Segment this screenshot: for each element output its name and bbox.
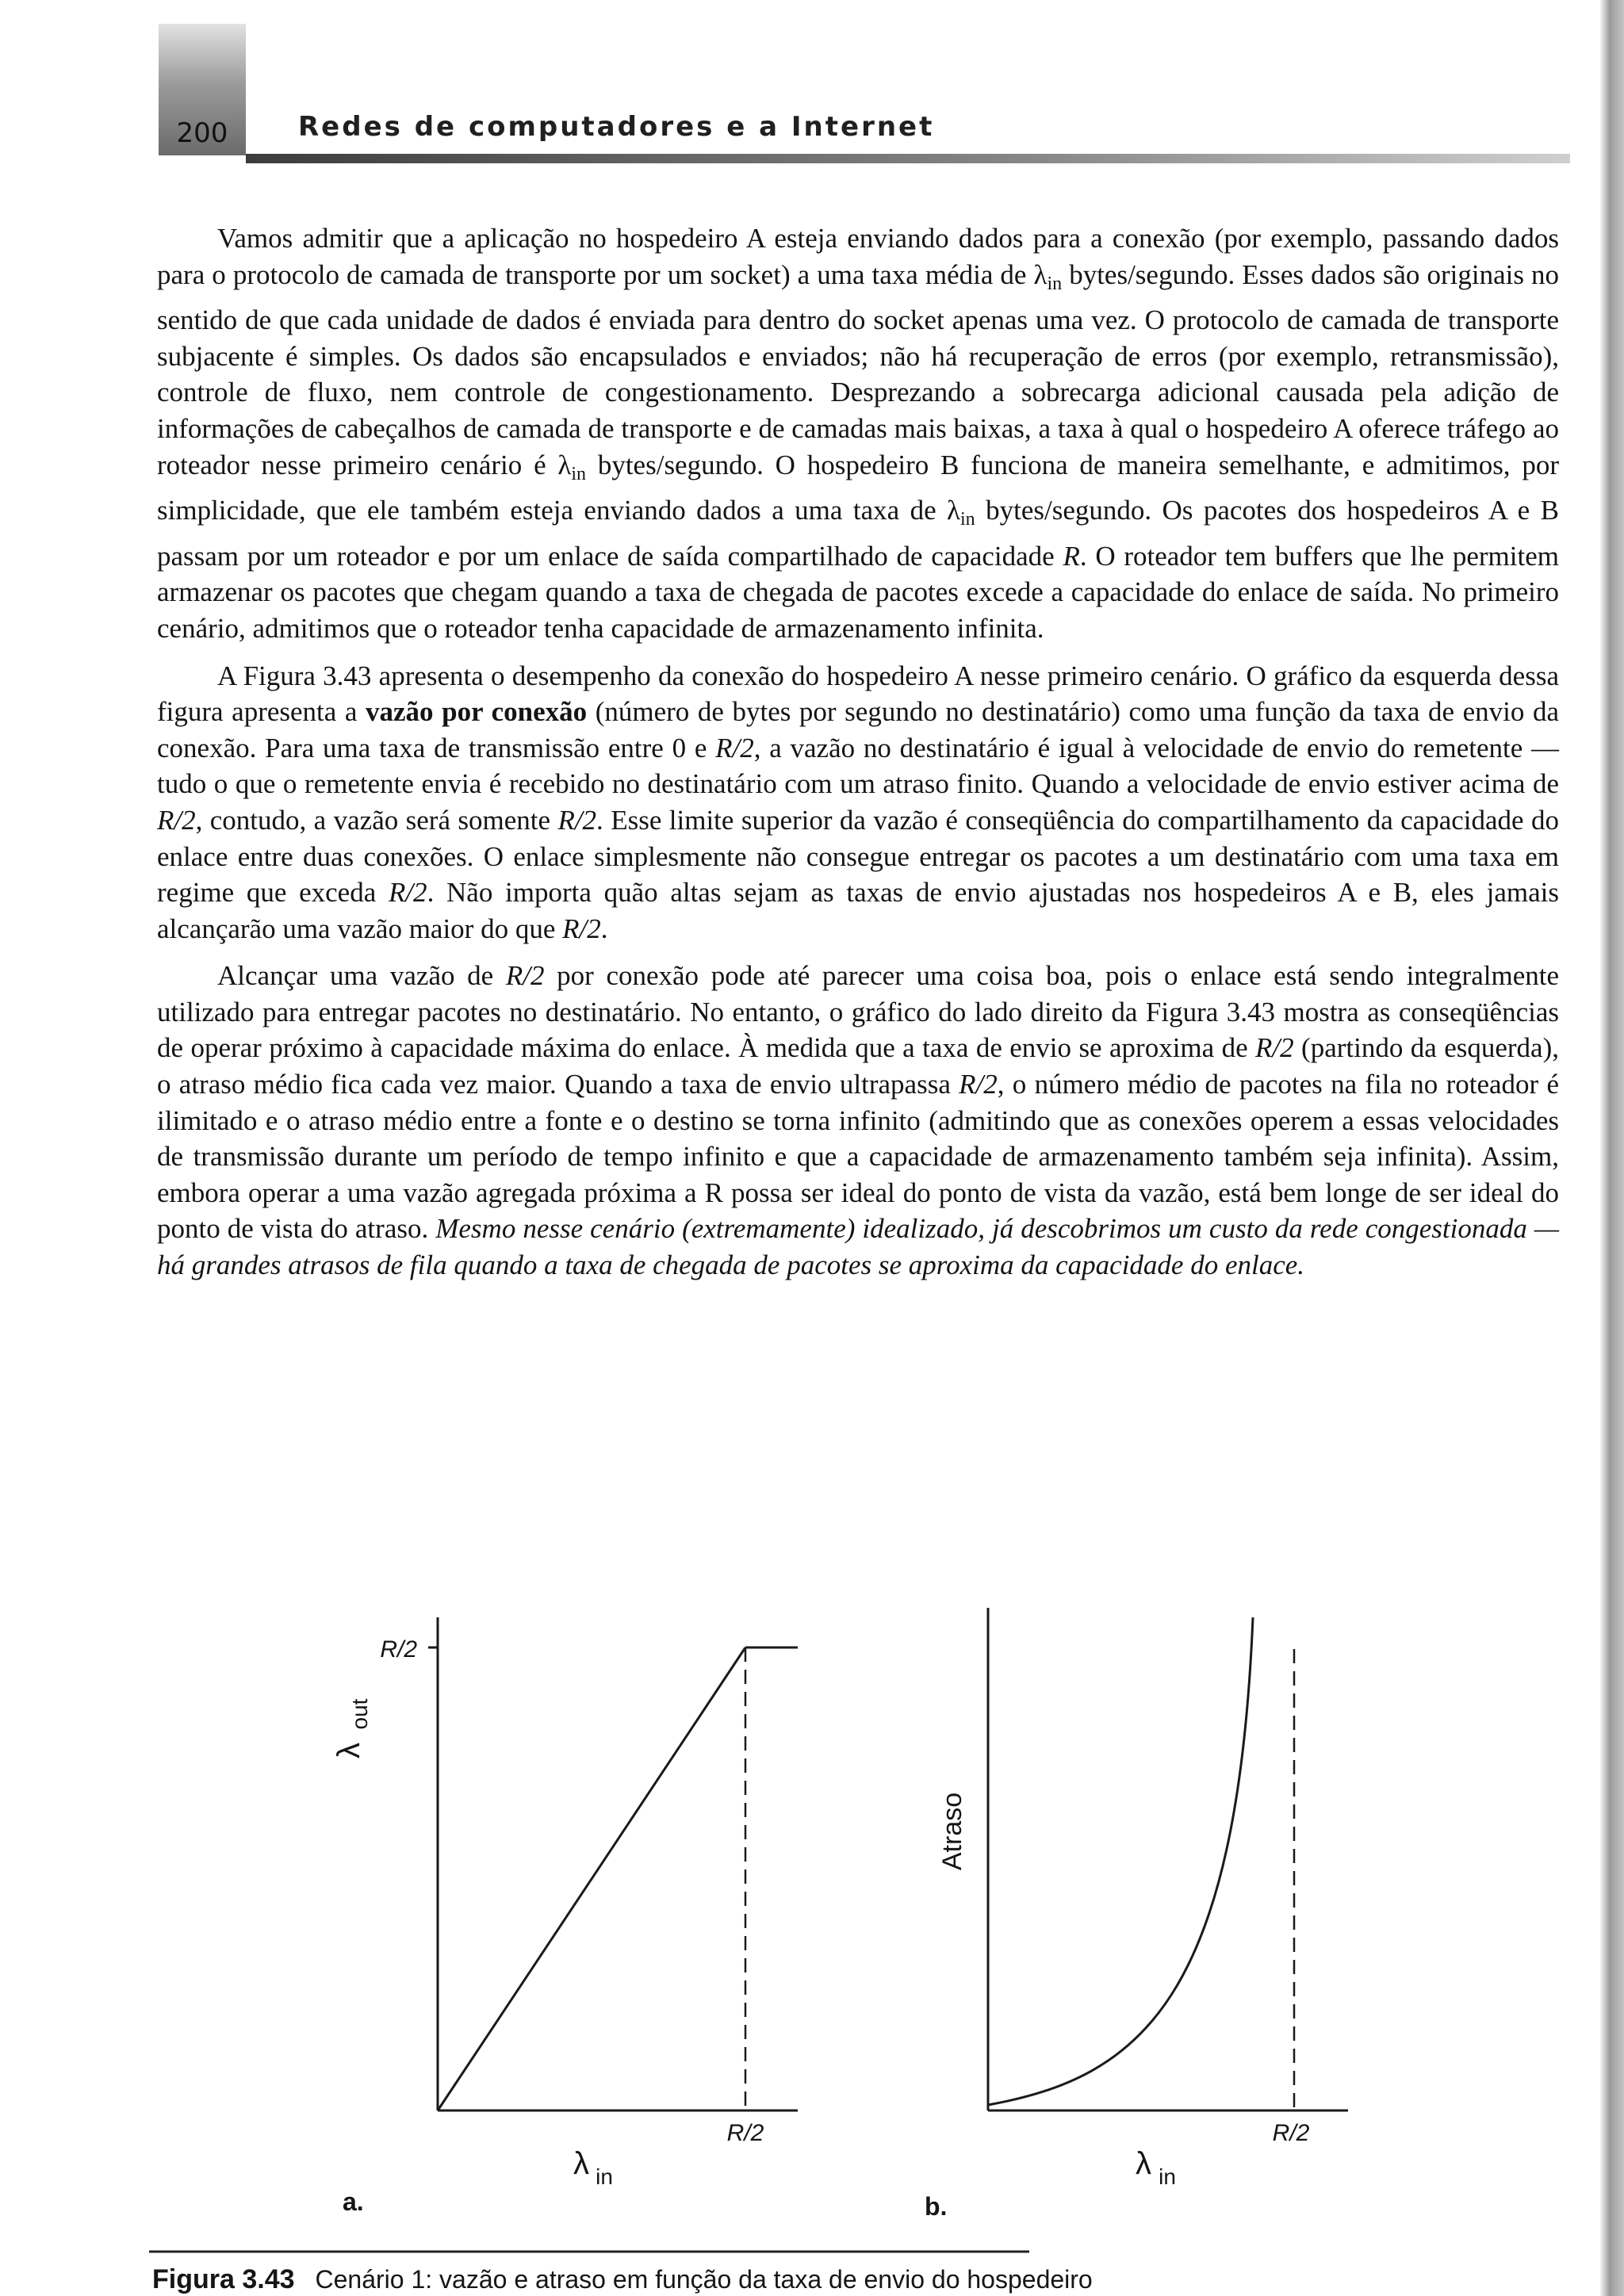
panel-b-x-axis-title-sub: in: [1159, 2164, 1176, 2189]
panel-a-y-tick-label: R/2: [380, 1636, 417, 1663]
panel-b-delay-curve: [988, 1617, 1253, 2105]
panel-a-label: a.: [343, 2187, 364, 2216]
panel-b-x-tick-label: R/2: [1272, 2120, 1310, 2146]
panel-a-x-tick-label: R/2: [726, 2120, 764, 2146]
panel-a-x-axis-title: λ: [573, 2146, 589, 2181]
figure-caption: [152, 2264, 1093, 2294]
running-head: Redes de computadores e a Internet: [298, 111, 935, 143]
panel-b-label: b.: [925, 2192, 948, 2221]
figure-caption-label: Figura 3.43: [152, 2264, 295, 2294]
page-number: 200: [176, 117, 228, 149]
figure-panel-b: [988, 1608, 1348, 2110]
figure-panel-a: [428, 1617, 798, 2110]
svg-text:out: out: [347, 1698, 372, 1730]
panel-a-x-axis-title-sub: in: [596, 2164, 613, 2189]
panel-a-y-axis-title: [331, 1698, 372, 1758]
panel-b-x-axis-title: λ: [1136, 2146, 1151, 2181]
paragraph-3: Alcançar uma vazão de R/2 por conexão pode até parecer uma coisa boa, pois o enlace está sendo integralmente utilizado para entregar pacotes no destinatário. No entanto, o gráfico do lado direito da Figura 3.43 mostra as conseqüências de operar próximo à capacidade máxima do enlace. À medida que a taxa de envio se aproxima de R/2 (partindo da esquerda), o atraso médio fica cada vez maior. Quando a taxa de envio ultrapassa R/2, o número médio de pacotes na fila no roteador é ilimitado e o atraso médio entre a fonte e o destino se torna infinito (admitindo que as conexões operem a essas velocidades de transmissão durante um período de tempo infinito e que a capacidade de armazenamento também seja infinita). Assim, embora operar a uma vazão agregada próxima a R possa ser ideal do ponto de vista da vazão, está bem longe de ser ideal do ponto de vista do atraso. Mesmo nesse cenário (extremamente) idealizado, já descobrimos um custo da rede congestionada — há grandes atrasos de fila quando a taxa de chegada de pacotes se aproxima da capacidade do enlace.: [157, 960, 1559, 1281]
panel-b-y-axis-title: Atraso: [937, 1792, 967, 1871]
panel-a-throughput-ramp: [438, 1647, 745, 2110]
paragraph-1: Vamos admitir que a aplicação no hospedeiro A esteja enviando dados para a conexão (por exemplo, passando dados para o protocolo de camada de transporte por um socket) a uma taxa média de $\lambda_{in}$ bytes/segundo. Esses dados são originais no sentido de que cada unidade de dados é enviada para dentro do socket apenas uma vez. O protocolo de camada de transporte subjacente é simples. Os dados são encapsulados e enviados; não há recuperação de erros (por exemplo, retransmissão), controle de fluxo, nem controle de congestionamento. Desprezando a sobrecarga adicional causada pela adição de informações de cabeçalhos de camada de transporte e de camadas mais baixas, a taxa à qual o hospedeiro A oferece tráfego ao roteador nesse primeiro cenário é $\lambda_{in}$ bytes/segundo. O hospedeiro B funciona de maneira semelhante, e admitimos, por simplicidade, que ele também esteja enviando dados a uma taxa de $\lambda_{in}$ bytes/segundo. Os pacotes dos hospedeiros A e B passam por um roteador e por um enlace de saída compartilhado de capacidade R. O roteador tem buffers que lhe permitem armazenar os pacotes que chegam quando a taxa de chegada de pacotes excede a capacidade do enlace de saída. No primeiro cenário, admitimos que o roteador tenha capacidade de armazenamento infinita.: [157, 223, 1560, 644]
figure-caption-text: Cenário 1: vazão e atraso em função da taxa de envio do hospedeiro: [315, 2265, 1093, 2294]
paragraph-2: A Figura 3.43 apresenta o desempenho da conexão do hospedeiro A nesse primeiro cenário. O gráfico da esquerda dessa figura apresenta a vazão por conexão (número de bytes por segundo no destinatário) como uma função da taxa de envio da conexão. Para uma taxa de transmissão entre 0 e R/2, a vazão no destinatário é igual à velocidade de envio do remetente — tudo o que o remetente envia é recebido no destinatário com um atraso finito. Quando a velocidade de envio estiver acima de R/2, contudo, a vazão será somente R/2. Esse limite superior da vazão é conseqüência do compartilhamento da capacidade do enlace entre duas conexões. O enlace simplesmente não consegue entregar os pacotes a um destinatário com uma taxa em regime que exceda R/2. Não importa quão altas sejam as taxas de envio ajustadas nos hospedeiros A e B, eles jamais alcançarão uma vazão maior do que R/2.: [157, 660, 1559, 944]
svg-text:λ: λ: [331, 1743, 366, 1758]
